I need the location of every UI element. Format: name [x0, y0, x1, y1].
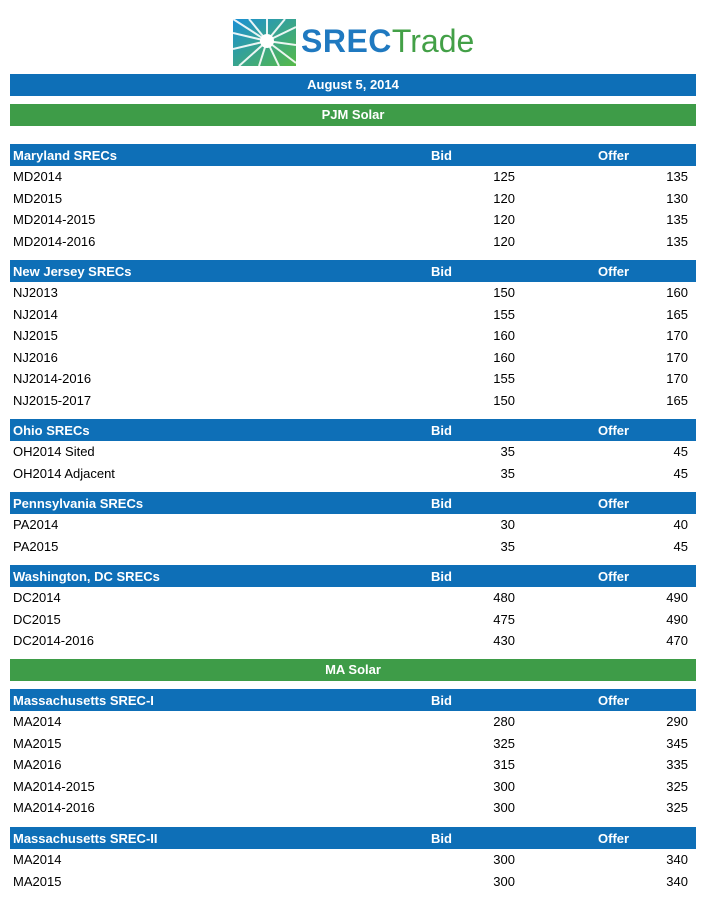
table-row: MD2015 120 130 — [13, 190, 688, 206]
offer-column-header: Offer — [598, 831, 630, 846]
offer-column-header: Offer — [598, 496, 630, 511]
offer-column-header: Offer — [598, 423, 630, 438]
logo — [0, 0, 702, 74]
table-row: MA2014-2016 300 325 — [13, 800, 688, 816]
section-title: Ohio SRECs — [13, 423, 90, 438]
table-row: MA2015 300 340 — [13, 873, 688, 889]
section-title: Pennsylvania SRECs — [13, 496, 144, 511]
bid-column-header: Bid — [431, 693, 452, 708]
table-row: OH2014 Sited 35 45 — [13, 444, 688, 459]
offer-column-header: Offer — [598, 264, 630, 279]
table-row: NJ2015 160 170 — [13, 328, 688, 344]
offer-column-header: Offer — [598, 569, 630, 584]
bid-column-header: Bid — [431, 148, 452, 163]
table-row: MA2015 325 345 — [13, 735, 688, 751]
table-row: MA2014 280 290 — [13, 714, 688, 729]
table-row: PA2015 35 45 — [13, 538, 688, 554]
table-row: DC2014-2016 430 470 — [13, 633, 688, 649]
date-banner: August 5, 2014 — [10, 74, 696, 96]
section-header-massachusetts-srec-ii — [10, 827, 696, 849]
table-row: PA2014 30 40 — [13, 517, 688, 532]
section-header-new-jersey — [10, 260, 696, 282]
table-row: DC2014 480 490 — [13, 590, 688, 605]
section-header-ohio — [10, 419, 696, 441]
group-banner-pjm: PJM Solar — [10, 104, 696, 126]
table-row: DC2015 475 490 — [13, 611, 688, 627]
table-row: OH2014 Adjacent 35 45 — [13, 465, 688, 481]
section-header-pennsylvania — [10, 492, 696, 514]
table-row: NJ2014 155 165 — [13, 306, 688, 322]
table-row: NJ2014-2016 155 170 — [13, 371, 688, 387]
sunburst-logo-icon — [233, 19, 296, 66]
table-row: NJ2015-2017 150 165 — [13, 393, 688, 408]
table-row: NJ2013 150 160 — [13, 285, 688, 300]
table-row: MA2014-2015 300 325 — [13, 778, 688, 794]
offer-column-header: Offer — [598, 693, 630, 708]
bid-column-header: Bid — [431, 423, 452, 438]
section-title: Washington, DC SRECs — [13, 569, 160, 584]
group-banner-ma: MA Solar — [10, 659, 696, 681]
section-title: Massachusetts SREC-II — [13, 831, 158, 846]
table-row: MD2014-2015 120 135 — [13, 212, 688, 228]
table-row: MA2014 300 340 — [13, 852, 688, 867]
bid-column-header: Bid — [431, 496, 452, 511]
section-header-massachusetts-srec-i — [10, 689, 696, 711]
section-header-washington-dc — [10, 565, 696, 587]
logo-wordmark: SRECTrade — [301, 23, 475, 59]
table-row: MD2014-2016 120 135 — [13, 233, 688, 249]
offer-column-header: Offer — [598, 148, 630, 163]
section-header-maryland — [10, 144, 696, 166]
table-row: MD2014 125 135 — [13, 169, 688, 184]
section-title: Maryland SRECs — [13, 148, 118, 163]
section-title: Massachusetts SREC-I — [13, 693, 154, 708]
bid-column-header: Bid — [431, 569, 452, 584]
bid-column-header: Bid — [431, 264, 452, 279]
table-row: NJ2016 160 170 — [13, 349, 688, 365]
section-title: New Jersey SRECs — [13, 264, 132, 279]
table-row: MA2016 315 335 — [13, 757, 688, 773]
bid-column-header: Bid — [431, 831, 452, 846]
